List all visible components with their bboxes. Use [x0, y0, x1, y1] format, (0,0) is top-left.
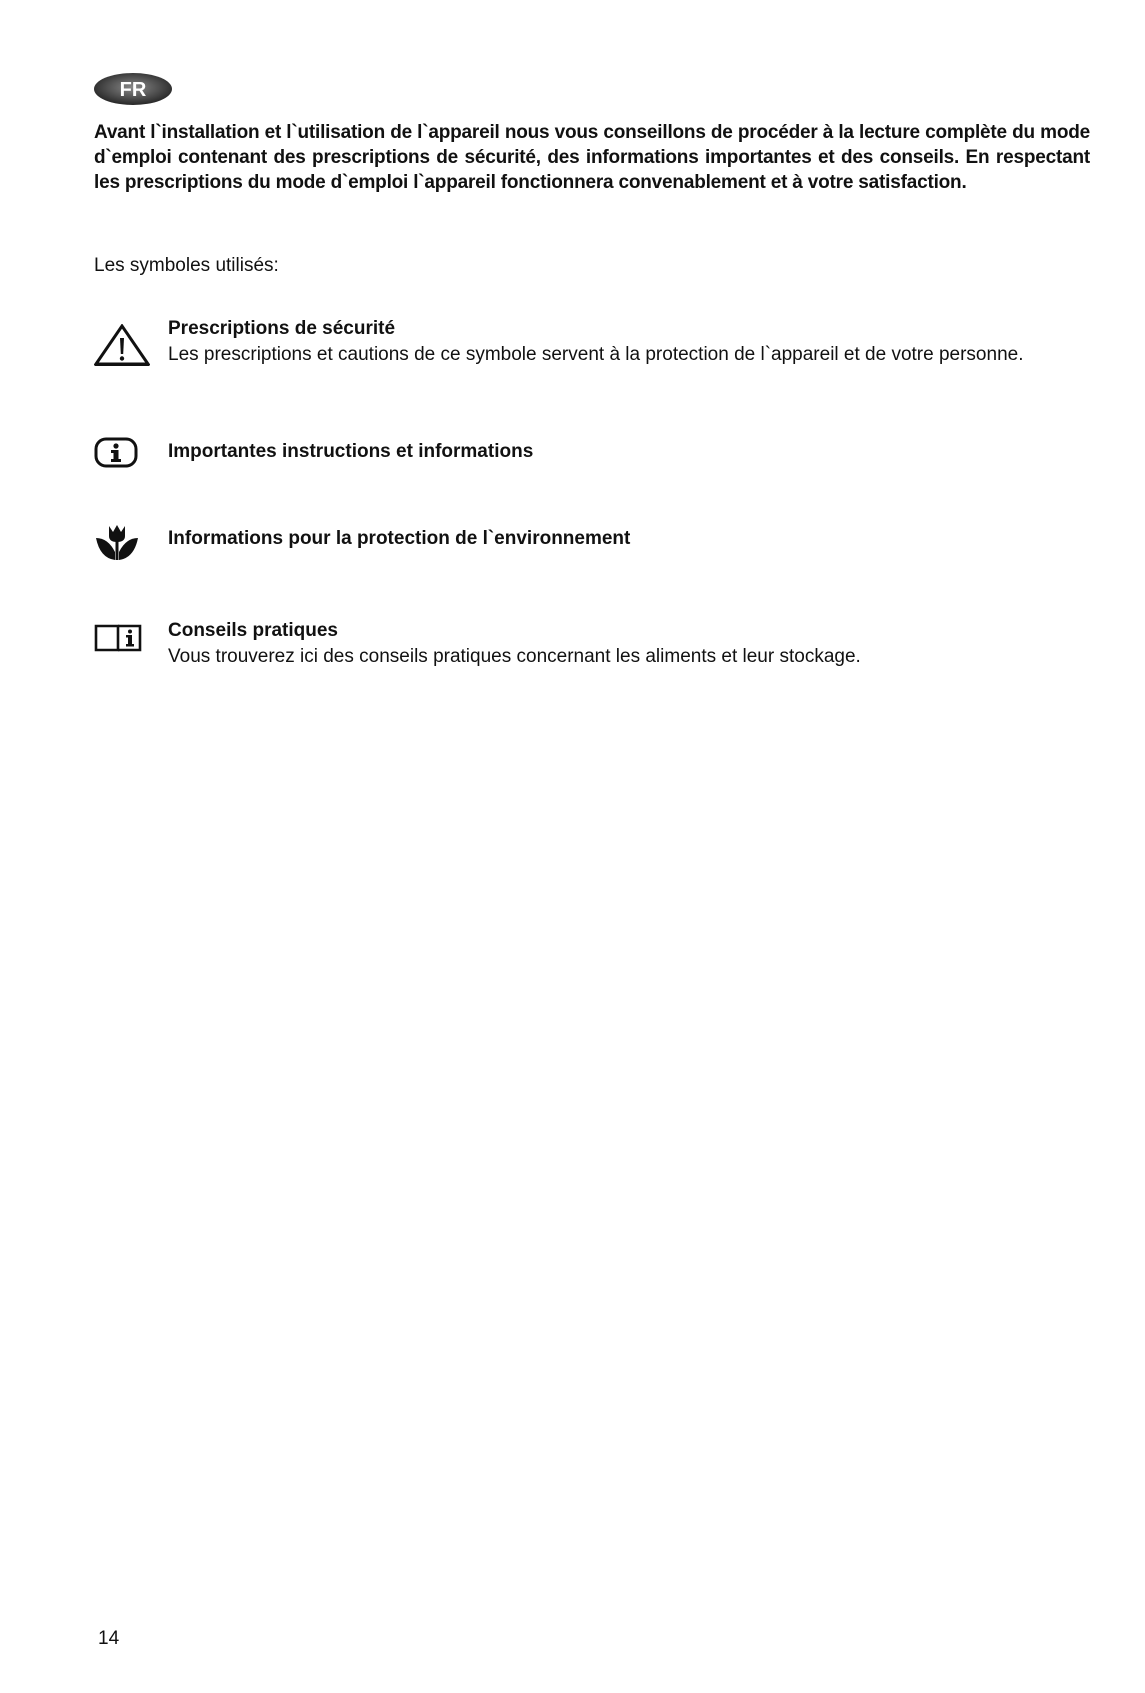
symbol-description: Les prescriptions et cautions de ce symbole servent à la protection de l`appareil et de votre personne.	[168, 344, 1024, 365]
symbols-heading: Les symboles utilisés:	[94, 255, 279, 276]
language-badge	[93, 71, 173, 107]
symbol-item-environment	[94, 522, 1094, 562]
symbol-title: Informations pour la protection de l`environnement	[168, 528, 631, 549]
book-info-icon	[94, 623, 144, 653]
info-icon	[94, 437, 140, 469]
symbol-title: Prescriptions de sécurité	[168, 318, 396, 339]
intro-paragraph: Avant l`installation et l`utilisation de l`appareil nous vous conseillons de procéder à la lecture complète du mode d`emploi contenant des prescriptions de sécurité, des informations importantes et des conseils. En respectant les prescriptions du mode d`emploi l`appareil fonctionnera convenablement et à votre satisfaction.	[94, 122, 1090, 193]
symbol-title: Conseils pratiques	[168, 620, 338, 641]
symbol-title: Importantes instructions et informations	[168, 441, 534, 462]
environment-flower-icon	[94, 522, 140, 562]
symbol-item-practical-tips	[94, 618, 1094, 678]
symbol-description: Vous trouverez ici des conseils pratiques concernant les aliments et leur stockage.	[168, 646, 861, 667]
symbol-item-important-info	[94, 437, 1094, 469]
page-number: 14	[98, 1628, 120, 1649]
warning-triangle-icon	[94, 324, 150, 368]
symbol-item-safety	[94, 316, 1094, 376]
language-badge-label: FR	[119, 79, 147, 101]
